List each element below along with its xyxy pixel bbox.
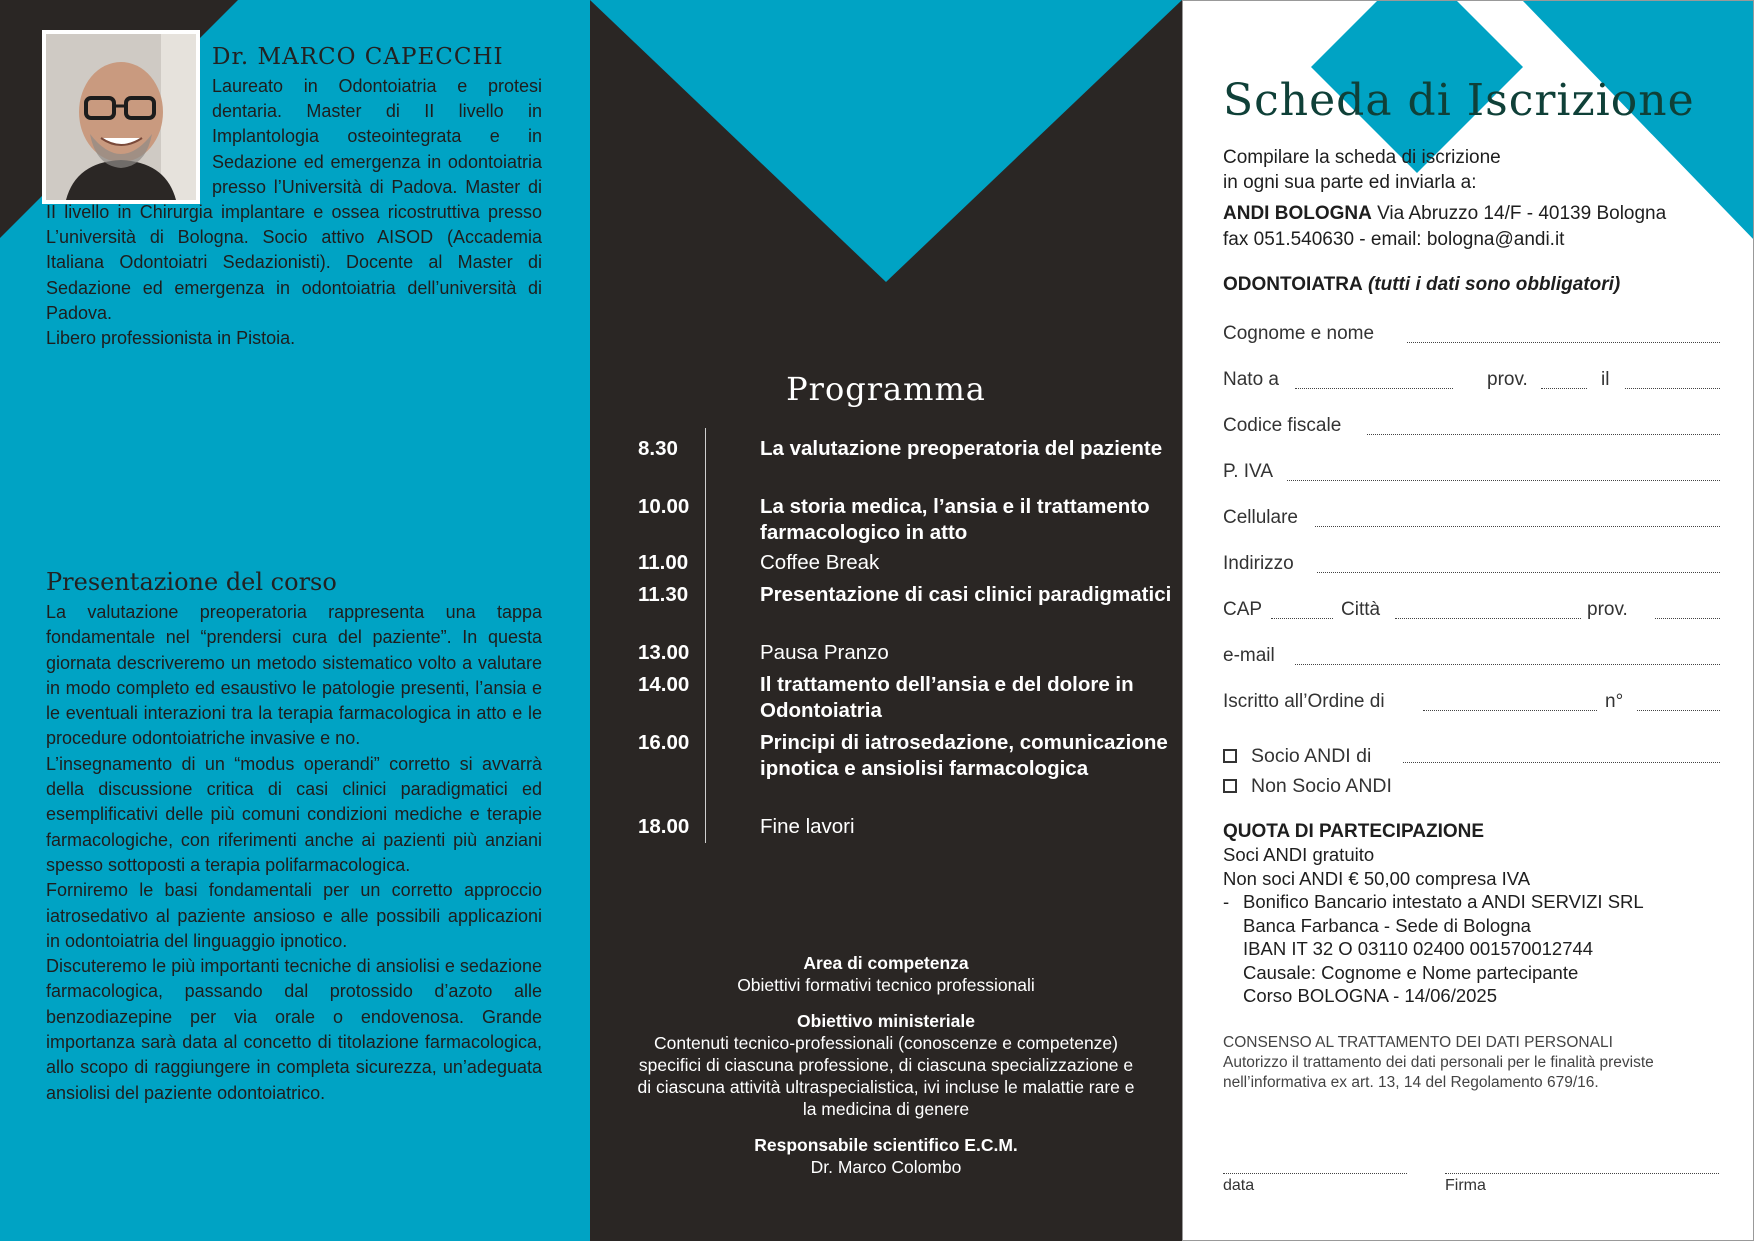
org-contact: fax 051.540630 - email: bologna@andi.it	[1223, 229, 1565, 250]
il-line[interactable]	[1625, 388, 1720, 389]
nato-label: Nato a	[1223, 369, 1279, 390]
cap-citta-field[interactable]	[1223, 599, 1720, 623]
objective-title: Obiettivo ministeriale	[797, 1011, 975, 1031]
firma-label: Firma	[1445, 1177, 1486, 1194]
bank-line: Causale: Cognome e Nome partecipante	[1243, 961, 1579, 983]
prov2-label: prov.	[1587, 599, 1628, 620]
nato-line[interactable]	[1295, 388, 1453, 389]
bank-line: Banca Farbanca - Sede di Bologna	[1243, 914, 1531, 936]
program-panel	[590, 0, 1182, 1241]
program-time: 10.00	[638, 495, 690, 518]
program-time: 8.30	[638, 437, 678, 460]
presentation-text	[46, 600, 542, 1106]
email-field[interactable]	[1223, 645, 1720, 669]
org-address	[1223, 201, 1666, 226]
piva-field[interactable]	[1223, 461, 1720, 485]
program-description: Fine lavori	[760, 815, 855, 838]
speaker-bio-practice: Libero professionista in Pistoia.	[46, 328, 296, 349]
cognome-line[interactable]	[1407, 342, 1720, 343]
cap-label: CAP	[1223, 599, 1263, 620]
numero-line[interactable]	[1637, 710, 1720, 711]
form-title: Scheda di Iscrizione	[1223, 75, 1695, 126]
program-time: 11.00	[638, 551, 689, 574]
il-label: il	[1601, 369, 1610, 390]
cellulare-label: Cellulare	[1223, 507, 1298, 528]
bank-line: Corso BOLOGNA - 14/06/2025	[1243, 985, 1497, 1006]
speaker-bio-body: Laureato in Odontoiatria e protesi dentaria. Master di II livello in Implantologia osteointegrata e in Sedazione ed emergenza in odontoiatria presso l’Università di Padova. Master di II livello in Chirurgia implantare e ossea ricostruttiva presso L’università di Bologna. Socio attivo AISOD (Accademia Italiana Odontoiatri Sedazionisti). Docente al Master di Sedazione ed emergenza in odontoiatria dell’università di Padova.	[46, 76, 542, 323]
prov-line[interactable]	[1541, 388, 1587, 389]
objective-text: Contenuti tecnico-professionali (conoscenze e competenze) specifici di ciascuna professione, di ciascuna specializzazione e di ciascuna attività ultraspecialistica, ivi incluse le malattie rare e la medicina di genere	[637, 1033, 1135, 1119]
consent-title: CONSENSO AL TRATTAMENTO DEI DATI PERSONALI	[1223, 1034, 1613, 1051]
presentation-paragraph: L’insegnamento di un “modus operandi” corretto si avvarrà della discussione critica di casi clinici paradigmatici ed esemplificativi delle più comuni condizioni mediche e terapie farmacologiche, con riferimenti anche ai pazienti più anziani spesso sottoposti a terapia polifarmacologica.	[46, 753, 542, 875]
program-divider	[705, 428, 706, 843]
non-socio-label: Non Socio ANDI	[1251, 775, 1392, 797]
ordine-label: Iscritto all’Ordine di	[1223, 691, 1385, 712]
consent-block	[1223, 1033, 1723, 1093]
numero-label: n°	[1605, 691, 1624, 712]
quota-title: QUOTA DI PARTECIPAZIONE	[1223, 821, 1485, 842]
program-time: 14.00	[638, 673, 690, 696]
email-line[interactable]	[1295, 664, 1720, 665]
data-label: data	[1223, 1177, 1255, 1194]
indirizzo-line[interactable]	[1317, 572, 1720, 573]
responsible-name: Dr. Marco Colombo	[810, 1157, 962, 1177]
registration-panel	[1182, 0, 1754, 1241]
section-title: ODONTOIATRA	[1223, 274, 1363, 295]
form-intro-2: in ogni sua parte ed inviarla a:	[1223, 172, 1477, 193]
data-line[interactable]	[1223, 1173, 1407, 1174]
speaker-bio-text	[46, 74, 542, 326]
cap-line[interactable]	[1271, 618, 1333, 619]
bank-line: IBAN IT 32 O 03110 02400 001570012744	[1243, 938, 1594, 959]
quota-line: Non soci ANDI € 50,00 compresa IVA	[1223, 867, 1531, 889]
socio-andi-checkbox[interactable]	[1223, 749, 1237, 763]
program-time: 11.30	[638, 583, 689, 606]
presentation-paragraph: La valutazione preoperatoria rappresenta una tappa fondamentale nel “prendersi cura del paziente”. In questa giornata descriveremo un metodo sistematico volto a valutare in modo completo ed esaustivo le patologie presenti, l’ansia e le eventuali interazioni tra la terapia farmacologica in atto e le procedure odontoiatriche invasive e no.	[46, 602, 542, 749]
program-description: Pausa Pranzo	[760, 641, 889, 664]
citta-line[interactable]	[1395, 618, 1581, 619]
codice-fiscale-field[interactable]	[1223, 415, 1720, 439]
socio-andi-line[interactable]	[1403, 762, 1720, 763]
program-title: Programma	[786, 370, 986, 408]
program-description: Principi di iatrosedazione, comunicazione ipnotica e ansiolisi farmacologica	[760, 731, 1168, 780]
photo-spacer	[46, 74, 212, 200]
presentation-paragraph: Discuteremo le più importanti tecniche di ansiolisi e sedazione farmacologica, passando dal protossido d’azoto alle benzodiazepine per via orale o endovenosa. Grande importanza sarà data al concetto di titolazione farmacologica, allo scopo di raggiungere in completa sicurezza, un’adeguata ansiolisi del paziente odontoiatrico.	[46, 956, 542, 1103]
quota-line: Soci ANDI gratuito	[1223, 844, 1375, 865]
program-time: 16.00	[638, 731, 690, 754]
form-intro-1: Compilare la scheda di iscrizione	[1223, 147, 1501, 168]
ordine-line[interactable]	[1423, 710, 1597, 711]
cellulare-line[interactable]	[1315, 526, 1720, 527]
consent-text: Autorizzo il trattamento dei dati personali per le finalità previste nell’informativa ex art. 13, 14 del Regolamento 679/16.	[1223, 1054, 1654, 1091]
program-description: Il trattamento dell’ansia e del dolore in Odontoiatria	[760, 673, 1134, 722]
program-description: Coffee Break	[760, 551, 880, 574]
presentation-title: Presentazione del corso	[46, 568, 337, 596]
org-name: ANDI BOLOGNA	[1223, 203, 1372, 224]
left-panel	[0, 0, 590, 1241]
area-text: Obiettivi formativi tecnico professionali	[737, 975, 1035, 995]
cognome-label: Cognome e nome	[1223, 323, 1375, 344]
firma-line[interactable]	[1445, 1173, 1719, 1174]
org-street: Via Abruzzo 14/F - 40139 Bologna	[1371, 203, 1667, 224]
piva-label: P. IVA	[1223, 461, 1273, 482]
socio-andi-label: Socio ANDI di	[1251, 745, 1372, 767]
program-time: 18.00	[638, 815, 690, 838]
responsabile-scientifico	[610, 1134, 1162, 1178]
presentation-paragraph: Forniremo le basi fondamentali per un corretto approccio iatrosedativo al paziente ansioso e alle possibili applicazioni in odontoiatria del linguaggio ipnotico.	[46, 880, 542, 951]
program-description: Presentazione di casi clinici paradigmatici	[760, 583, 1172, 606]
indirizzo-field[interactable]	[1223, 553, 1720, 577]
obiettivo-ministeriale	[630, 1010, 1142, 1120]
section-note: (tutti i dati sono obbligatori)	[1367, 274, 1621, 295]
program-description: La storia medica, l’ansia e il trattamento farmacologico in atto	[760, 495, 1150, 544]
program-time: 13.00	[638, 641, 690, 664]
codice-line[interactable]	[1367, 434, 1720, 435]
codice-label: Codice fiscale	[1223, 415, 1342, 436]
quota-info	[1223, 843, 1644, 1008]
bank-lines	[1223, 890, 1644, 1008]
area-competenza	[610, 952, 1162, 996]
responsible-title: Responsabile scientifico E.C.M.	[754, 1135, 1018, 1155]
speaker-bio	[46, 74, 542, 351]
cellulare-field[interactable]	[1223, 507, 1720, 531]
non-socio-checkbox[interactable]	[1223, 779, 1237, 793]
prov2-line[interactable]	[1655, 618, 1720, 619]
email-label: e-mail	[1223, 645, 1275, 666]
bank-dash: -	[1223, 891, 1230, 912]
area-title: Area di competenza	[803, 953, 969, 973]
cognome-field[interactable]	[1223, 323, 1720, 347]
section-heading	[1223, 272, 1620, 297]
cyan-v-decoration	[590, 0, 1182, 300]
bank-details	[1223, 890, 1644, 1008]
ordine-field[interactable]	[1223, 691, 1720, 715]
piva-line[interactable]	[1287, 480, 1720, 481]
nascita-field[interactable]	[1223, 369, 1720, 393]
program-description: La valutazione preoperatoria del paziente	[760, 437, 1163, 460]
non-socio-option[interactable]	[1223, 775, 1392, 798]
indirizzo-label: Indirizzo	[1223, 553, 1294, 574]
bank-line: Bonifico Bancario intestato a ANDI SERVIZI SRL	[1243, 891, 1644, 912]
citta-label: Città	[1341, 599, 1381, 620]
socio-andi-option[interactable]	[1223, 745, 1720, 768]
speaker-name: Dr. MARCO CAPECCHI	[212, 44, 504, 70]
prov-label: prov.	[1487, 369, 1528, 390]
